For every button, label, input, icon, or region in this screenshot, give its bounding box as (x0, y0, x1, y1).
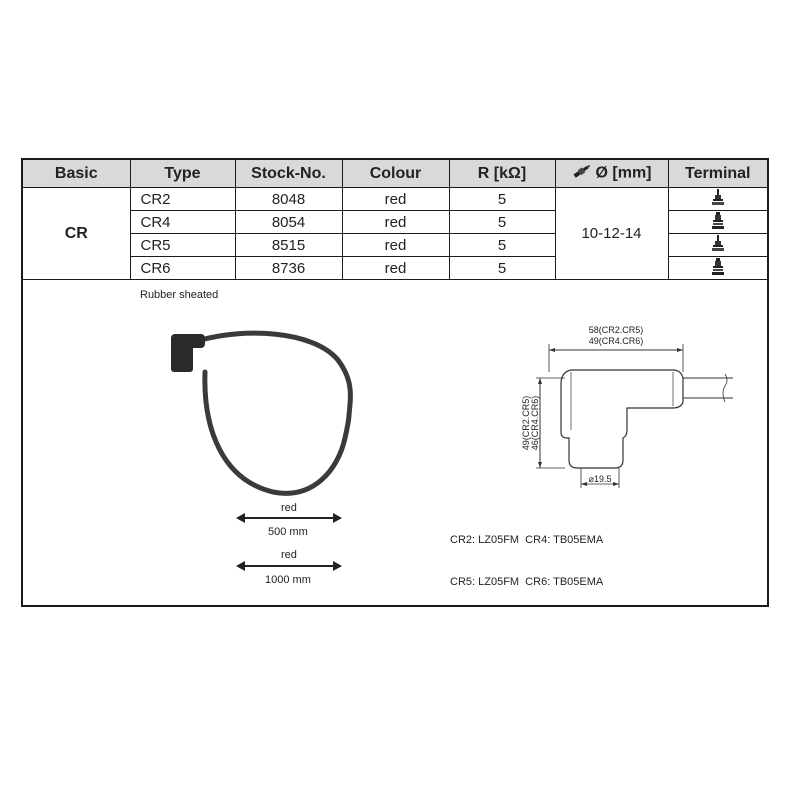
header-resistance: R [kΩ] (449, 160, 555, 188)
header-terminal: Terminal (668, 160, 767, 188)
basic-cell: CR (23, 188, 130, 280)
length-value-label: 500 mm (268, 526, 308, 538)
resistance-cell: 5 (449, 211, 555, 234)
terminal-cell (668, 211, 767, 234)
terminal-nut-icon (712, 189, 724, 210)
diameter-label: ⌀19.5 (588, 474, 612, 484)
header-basic: Basic (23, 160, 130, 188)
boot-dimension-drawing (503, 320, 733, 510)
terminal-nut-icon (712, 235, 724, 256)
cable-illustration (153, 320, 393, 520)
stock-cell: 8054 (235, 211, 342, 234)
terminal-cell (668, 234, 767, 257)
colour-cell: red (342, 211, 449, 234)
header-diameter-label: Ø [mm] (595, 164, 652, 182)
diameter-cell: 10-12-14 (555, 188, 668, 280)
resistance-cell: 5 (449, 234, 555, 257)
colour-cell: red (342, 234, 449, 257)
resistance-cell: 5 (449, 188, 555, 211)
terminal-cell (668, 188, 767, 211)
type-cell: CR5 (130, 234, 235, 257)
height-label-1: 49(CR2.CR5) (521, 395, 531, 451)
material-caption: Rubber sheated (140, 289, 219, 301)
boot-connector (171, 334, 205, 372)
height-label-2: 46(CR4.CR6) (530, 395, 540, 451)
length-colour-label: red (281, 549, 297, 561)
colour-cell: red (342, 257, 449, 280)
length-value-label: 1000 mm (265, 574, 311, 586)
terminal-cell (668, 257, 767, 280)
width-label-1: 58(CR2.CR5) (588, 325, 644, 335)
stock-cell: 8736 (235, 257, 342, 280)
terminal-codes-line-1: CR2: LZ05FM CR4: TB05EMA (450, 534, 604, 546)
header-stock-no: Stock-No. (235, 160, 342, 188)
header-diameter (555, 160, 668, 188)
header-colour: Colour (342, 160, 449, 188)
spec-table (23, 160, 767, 280)
terminal-snap-icon (712, 258, 724, 279)
length-colour-label: red (281, 502, 297, 514)
spark-plug-icon (572, 164, 592, 183)
colour-cell: red (342, 188, 449, 211)
terminal-codes-line-2: CR5: LZ05FM CR6: TB05EMA (450, 576, 604, 588)
type-cell: CR4 (130, 211, 235, 234)
resistance-cell: 5 (449, 257, 555, 280)
width-label-2: 49(CR4.CR6) (588, 336, 644, 346)
table-row (23, 188, 767, 211)
stock-cell: 8048 (235, 188, 342, 211)
type-cell: CR2 (130, 188, 235, 211)
table-header-row (23, 160, 767, 188)
stock-cell: 8515 (235, 234, 342, 257)
terminal-snap-icon (712, 212, 724, 233)
length-arrow (236, 512, 342, 524)
length-arrow (236, 560, 342, 572)
type-cell: CR6 (130, 257, 235, 280)
header-type: Type (130, 160, 235, 188)
spec-sheet-frame (21, 158, 769, 607)
